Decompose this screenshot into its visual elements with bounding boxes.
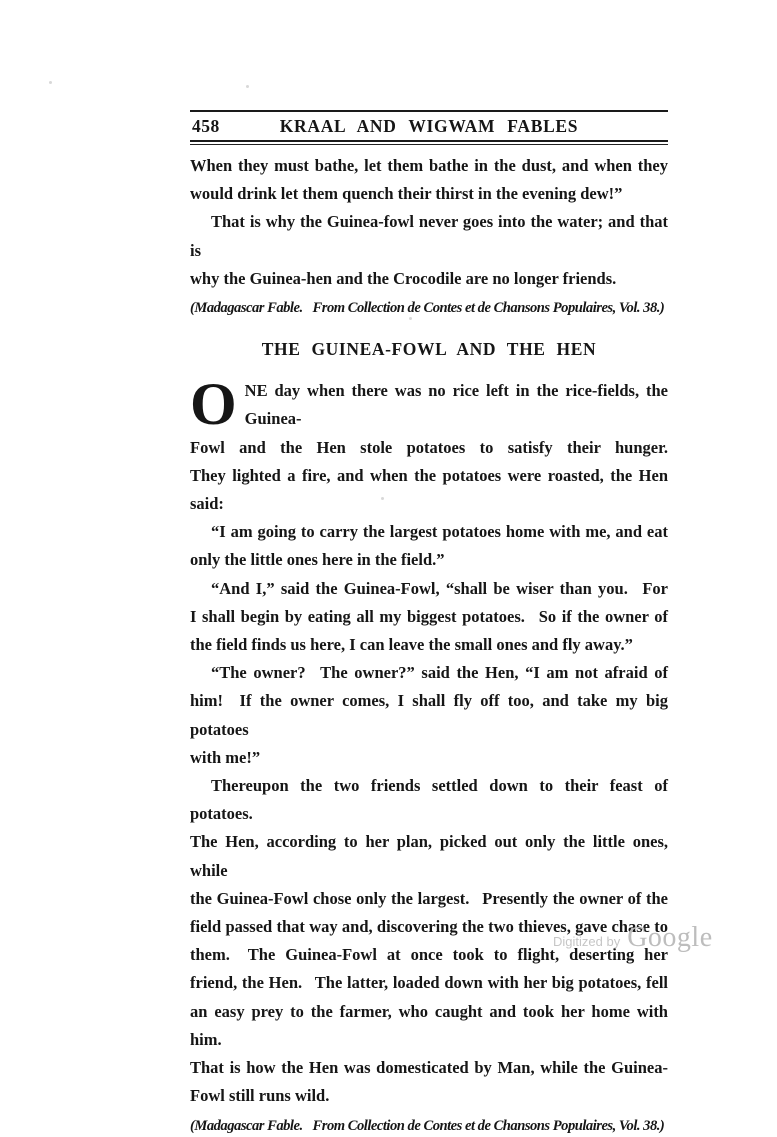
text-column	[190, 110, 668, 1137]
header-row	[190, 113, 668, 140]
text-line: That is how the Hen was domesticated by Man, while the Guinea-	[190, 1058, 668, 1078]
text-line: NE day when there was no rice left in the rice-fields, the Guinea-	[244, 381, 668, 429]
paragraph	[190, 518, 668, 574]
text-line: with me!”	[190, 747, 261, 767]
text-line: That is why the Guinea-fowl never goes into the water; and that is	[190, 212, 668, 260]
text-line: They lighted a fire, and when the potatoes were roasted, the Hen said:	[190, 465, 668, 514]
text-line: the field finds us here, I can leave the small ones and fly away.”	[190, 635, 633, 655]
page-number: 458	[192, 116, 220, 136]
google-logo: Google	[627, 922, 713, 953]
text-line: why the Guinea-hen and the Crocodile are no longer friends.	[190, 268, 617, 288]
text-line: them. The Guinea-Fowl at once took to flight, deserting her	[190, 945, 668, 965]
text-line: an easy prey to the farmer, who caught and took her home with him.	[190, 1001, 668, 1049]
source-citation: (Madagascar Fable. From Collection de Contes et de Chansons Populaires, Vol. 38.)	[190, 1117, 665, 1134]
digitized-by-label: Digitized by	[553, 934, 621, 949]
text-line: friend, the Hen. The latter, loaded down with her big potatoes, fell	[190, 973, 668, 993]
drop-cap: O	[190, 371, 237, 438]
text-line: I shall begin by eating all my biggest potatoes. So if the owner of	[190, 606, 668, 626]
running-title: KRAAL AND WIGWAM FABLES	[279, 116, 579, 136]
text-line: would drink let them quench their thirst in the evening dew!”	[190, 184, 623, 204]
paragraph	[190, 371, 668, 518]
paragraph	[190, 575, 668, 660]
page-header	[190, 110, 668, 145]
paragraph	[190, 208, 668, 293]
header-rule-bottom	[190, 140, 668, 145]
paragraph	[190, 659, 668, 772]
text-line: him! If the owner comes, I shall fly off too, and take my big potatoes	[190, 691, 668, 739]
text-line: the Guinea-Fowl chose only the largest. Presently the owner of the	[190, 888, 668, 908]
text-line: Fowl and the Hen stole potatoes to satisfy their hunger.	[190, 437, 668, 457]
text-line: “The owner? The owner?” said the Hen, “I am not afraid of	[211, 663, 668, 683]
text-line: Thereupon the two friends settled down to their feast of potatoes.	[190, 776, 668, 824]
text-line: field passed that way and, discovering the two thieves, gave chase to	[190, 917, 668, 937]
page-body	[190, 152, 668, 1137]
source-citation: (Madagascar Fable. From Collection de Contes et de Chansons Populaires, Vol. 38.)	[190, 300, 665, 317]
text-line: The Hen, according to her plan, picked out only the little ones, while	[190, 832, 668, 880]
digitizer-watermark	[553, 922, 713, 954]
text-line: When they must bathe, let them bathe in the dust, and when they	[190, 156, 668, 175]
scan-speck	[49, 81, 52, 84]
scan-speck	[246, 85, 249, 88]
text-line: “And I,” said the Guinea-Fowl, “shall be wiser than you. For	[211, 578, 668, 598]
header-rule-top	[190, 110, 668, 112]
text-line: “I am going to carry the largest potatoes home with me, and eat	[211, 522, 668, 542]
text-line: only the little ones here in the field.”	[190, 550, 445, 570]
text-line: Fowl still runs wild.	[190, 1086, 330, 1106]
paragraph	[190, 152, 668, 208]
story-title: THE GUINEA-FOWL AND THE HEN	[261, 339, 597, 360]
